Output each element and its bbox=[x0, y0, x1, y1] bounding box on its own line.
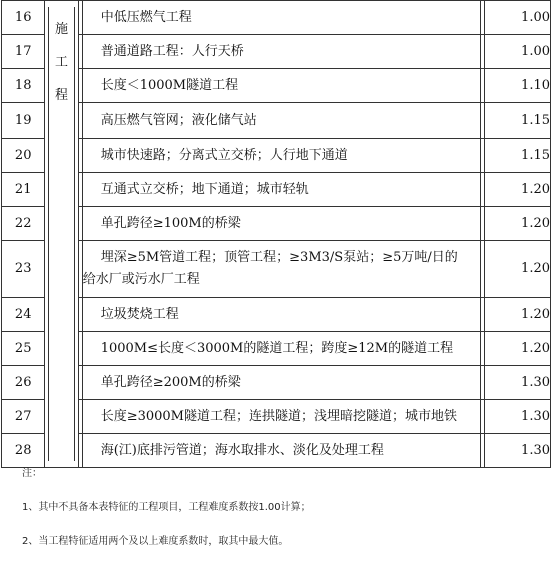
difficulty-coefficient: 1.20 bbox=[485, 241, 551, 298]
difficulty-coefficient: 1.15 bbox=[485, 103, 551, 139]
category-char: 工 bbox=[55, 55, 69, 70]
row-number: 21 bbox=[2, 173, 45, 207]
row-number: 23 bbox=[2, 241, 45, 298]
note-line-1: 1、其中不具备本表特征的工程项目，工程难度系数按1.00计算； bbox=[22, 502, 311, 513]
project-description bbox=[78, 207, 485, 241]
category-char: 施 bbox=[55, 22, 69, 37]
description-text: 城市快速路；分离式立交桥；人行地下通道 bbox=[100, 147, 348, 163]
table-row bbox=[2, 434, 551, 468]
description-text: 高压燃气管网；液化储气站 bbox=[100, 112, 257, 128]
row-number: 17 bbox=[2, 35, 45, 69]
table-row bbox=[2, 241, 551, 298]
difficulty-coefficient: 1.20 bbox=[485, 332, 551, 366]
row-number: 27 bbox=[2, 400, 45, 434]
project-description bbox=[78, 400, 485, 434]
row-number: 22 bbox=[2, 207, 45, 241]
project-description bbox=[78, 366, 485, 400]
description-text: 海(江)底排污管道；海水取排水、淡化及处理工程 bbox=[100, 442, 384, 458]
row-number: 19 bbox=[2, 103, 45, 139]
row-number: 24 bbox=[2, 298, 45, 332]
difficulty-coefficient: 1.30 bbox=[485, 434, 551, 468]
table-row bbox=[2, 35, 551, 69]
project-description bbox=[78, 103, 485, 139]
description-text: 单孔跨径≥200M的桥梁 bbox=[100, 374, 241, 390]
notes-title: 注： bbox=[22, 468, 42, 479]
table-row bbox=[2, 103, 551, 139]
category-char: 程 bbox=[55, 88, 69, 103]
table-row bbox=[2, 173, 551, 207]
project-description bbox=[78, 241, 485, 298]
description-text: 垃圾焚烧工程 bbox=[100, 306, 179, 322]
row-number: 28 bbox=[2, 434, 45, 468]
description-text: 中低压燃气工程 bbox=[100, 9, 192, 25]
description-text: 埋深≥5M管道工程；顶管工程；≥3M3/S泵站；≥5万吨/日的 bbox=[100, 250, 458, 265]
category-cell bbox=[45, 1, 78, 468]
table-row bbox=[2, 69, 551, 103]
description-text: 长度＜1000M隧道工程 bbox=[100, 77, 239, 93]
project-description bbox=[78, 139, 485, 173]
difficulty-coefficient: 1.30 bbox=[485, 400, 551, 434]
project-description bbox=[78, 173, 485, 207]
difficulty-coefficient: 1.00 bbox=[485, 1, 551, 35]
project-description bbox=[78, 434, 485, 468]
table-row bbox=[2, 332, 551, 366]
difficulty-coefficient-table bbox=[1, 0, 551, 468]
project-description bbox=[78, 332, 485, 366]
table-row bbox=[2, 139, 551, 173]
table-row bbox=[2, 1, 551, 35]
table-row bbox=[2, 298, 551, 332]
notes-section bbox=[22, 468, 311, 570]
description-text: 长度≥3000M隧道工程；连拱隧道；浅埋暗挖隧道；城市地铁 bbox=[100, 408, 457, 424]
row-number: 20 bbox=[2, 139, 45, 173]
note-line-2: 2、当工程特征适用两个及以上难度系数时，取其中最大值。 bbox=[22, 536, 289, 547]
description-text-continued: 给水厂或污水厂工程 bbox=[82, 272, 200, 287]
project-description bbox=[78, 35, 485, 69]
difficulty-coefficient: 1.10 bbox=[485, 69, 551, 103]
difficulty-coefficient: 1.20 bbox=[485, 207, 551, 241]
project-description bbox=[78, 1, 485, 35]
table-row bbox=[2, 400, 551, 434]
row-number: 25 bbox=[2, 332, 45, 366]
difficulty-coefficient: 1.15 bbox=[485, 139, 551, 173]
difficulty-coefficient: 1.00 bbox=[485, 35, 551, 69]
project-description bbox=[78, 69, 485, 103]
row-number: 18 bbox=[2, 69, 45, 103]
difficulty-coefficient: 1.20 bbox=[485, 298, 551, 332]
description-text: 1000M≤长度＜3000M的隧道工程；跨度≥12M的隧道工程 bbox=[100, 340, 454, 356]
difficulty-coefficient: 1.30 bbox=[485, 366, 551, 400]
row-number: 26 bbox=[2, 366, 45, 400]
difficulty-coefficient: 1.20 bbox=[485, 173, 551, 207]
description-text: 互通式立交桥；地下通道；城市轻轨 bbox=[100, 181, 309, 197]
row-number: 16 bbox=[2, 1, 45, 35]
description-text: 单孔跨径≥100M的桥梁 bbox=[100, 215, 241, 231]
project-description bbox=[78, 298, 485, 332]
description-text: 普通道路工程：人行天桥 bbox=[100, 43, 244, 59]
table-row bbox=[2, 366, 551, 400]
table-row bbox=[2, 207, 551, 241]
